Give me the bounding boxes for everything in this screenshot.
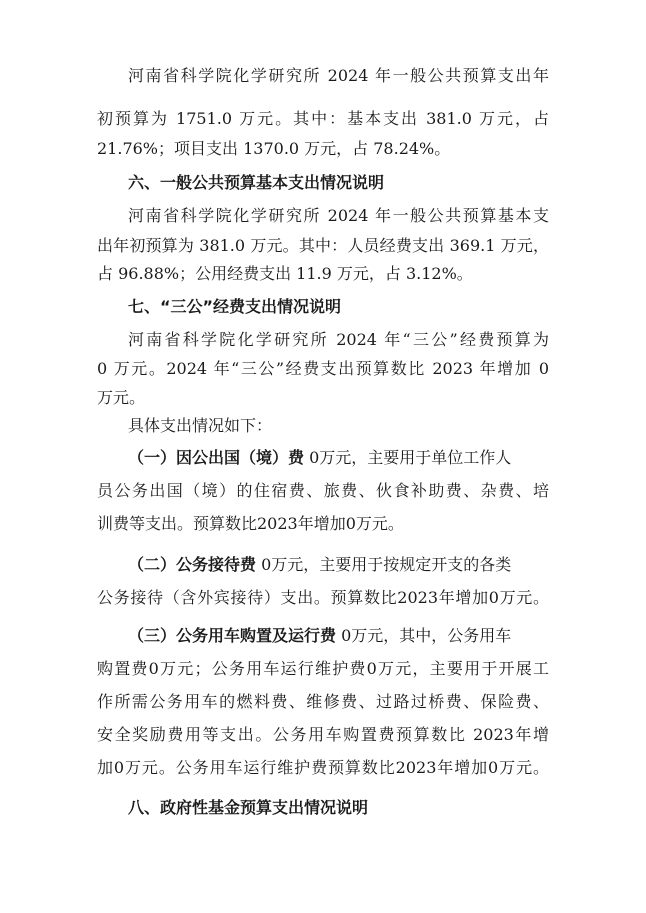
item3-lead: （三）公务用车购置及运行费 xyxy=(128,626,337,645)
item3-line1 xyxy=(128,624,549,648)
item3-line3: 作所需公务用车的燃料费、维修费、过路过桥费、保险费、 xyxy=(97,692,549,711)
para1-line3: 21.76%；项目支出 1370.0 万元，占 78.24%。 xyxy=(97,139,451,158)
item3-line5: 加0万元。公务用车运行维护费预算数比2023年增加0万元。 xyxy=(97,758,549,777)
item2-lead: （二）公务接待费 xyxy=(128,555,257,574)
item2-line1-rest: 0万元，主要用于按规定开支的各类 xyxy=(256,555,512,574)
para4-line: 具体支出情况如下： xyxy=(128,416,273,435)
item3-line2: 购置费0万元；公务用车运行维护费0万元，主要用于开展工 xyxy=(97,659,549,678)
para2-line2: 出年初预算为 381.0 万元。其中：人员经费支出 369.1 万元， xyxy=(97,236,549,255)
para3-line3: 万元。 xyxy=(97,388,146,407)
item1-line2: 员公务出国（境）的住宿费、旅费、伙食补助费、杂费、培 xyxy=(97,481,549,500)
para3-line2: 0 万元。2024 年“三公”经费支出预算数比 2023 年增加 0 xyxy=(97,359,549,378)
heading-section-7: 七、“三公”经费支出情况说明 xyxy=(128,297,342,316)
heading-section-6: 六、一般公共预算基本支出情况说明 xyxy=(128,173,385,192)
item1-line1 xyxy=(128,446,549,470)
item2-line1 xyxy=(128,553,549,577)
item1-lead: （一）因公出国（境）费 xyxy=(128,448,305,467)
item3-line1-rest: 0万元，其中，公务用车 xyxy=(336,626,512,645)
item2-line2: 公务接待（含外宾接待）支出。预算数比2023年增加0万元。 xyxy=(97,588,549,607)
heading-section-8: 八、政府性基金预算支出情况说明 xyxy=(128,798,369,817)
para2-line1: 河南省科学院化学研究所 2024 年一般公共预算基本支 xyxy=(128,206,549,225)
item1-line1-rest: 0万元，主要用于单位工作人 xyxy=(304,448,512,467)
para3-line1: 河南省科学院化学研究所 2024 年“三公”经费预算为 xyxy=(128,330,549,349)
item1-line3: 训费等支出。预算数比2023年增加0万元。 xyxy=(97,514,404,533)
para1-line1: 河南省科学院化学研究所 2024 年一般公共预算支出年 xyxy=(128,66,549,85)
para1-line2: 初预算为 1751.0 万元。其中：基本支出 381.0 万元，占 xyxy=(97,109,549,128)
para2-line3: 占 96.88%；公用经费支出 11.9 万元，占 3.12%。 xyxy=(97,264,473,283)
item3-line4: 安全奖励费用等支出。公务用车购置费预算数比 2023年增 xyxy=(97,725,549,744)
